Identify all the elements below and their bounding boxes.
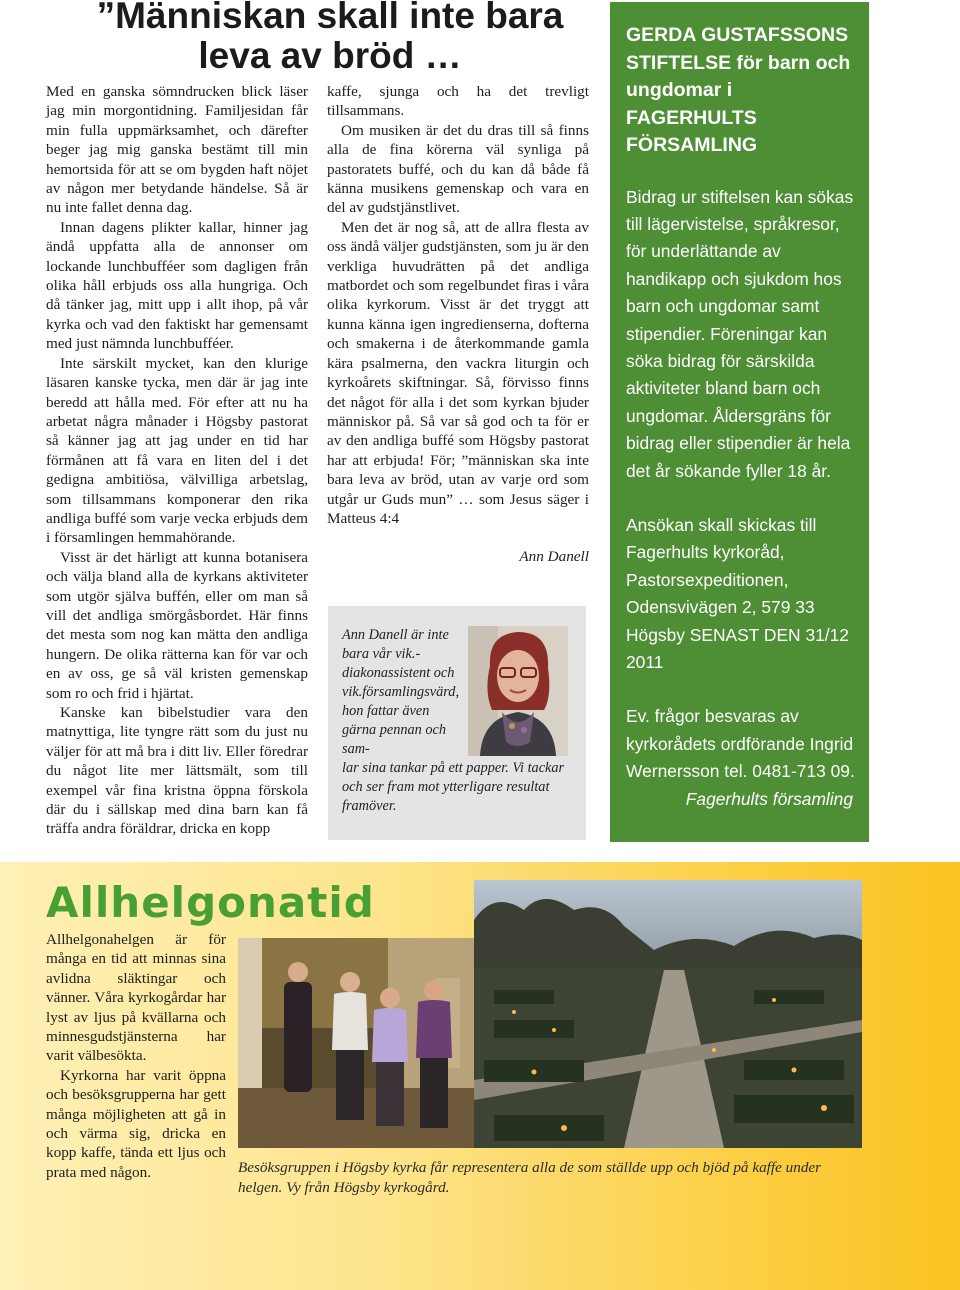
foundation-signature: Fagerhults församling <box>685 788 853 809</box>
article-paragraph: Kanske kan bibelstudier vara den matnyttiga, lite tyngre rätt som du just nu väljer för att må bra i ditt liv. Eller föredrar du något lite mer lättsmält, som till exempel vår fina kristna öppna förskola där du i sällskap med dina barn kan få träffa andra föräldrar, dricka en kopp <box>46 704 308 838</box>
caption-narrow-text: Ann Danell är inte bara vår vik.-diakonassistent och vik.församlingsvärd, hon fattar även gärna pennan och sam- <box>342 627 460 757</box>
article-signature: Ann Danell <box>519 548 589 566</box>
article-paragraph: Men det är nog så, att de allra flesta av oss ändå väljer gudstjänsten, som ju är den verkliga huvudrätten på det andliga matbordet och som regelbundet firas i våra olika kyrkorum. Visst är det tryggt att kunna känna igen ingredienserna, dofterna och smakerna i de återkommande gamla kära psalmerna, den vackra liturgin och kyrkoårets skiftningar. Så, förvisso finns det något för alla i det som kyrkan bjuder människor på. Så var så god och ta för er av den andliga buffé som Högsby pastorat har att erbjuda! För; ”människan ska inte bara leva av bröd, utan av varje ord som utgår ur Guds mun” … som Jesus säger i Matteus 4:4 <box>327 218 589 527</box>
allhelgona-paragraph: Kyrkorna har varit öppna och besöksgrupperna har gett många möjligheten att gå in och värma sig, dricka en kopp kaffe, tända ett ljus och prata med någon. <box>46 1066 226 1181</box>
foundation-paragraph: Ansökan skall skickas till Fagerhults kyrkoråd, Pastorsexpeditionen, Odensvivägen 2, 579 33 Högsby SENAST DEN 31/12 2011 <box>626 514 849 672</box>
foundation-paragraph: Bidrag ur stiftelsen kan sökas till lägervistelse, språkresor, för underlättande av handikapp och sjukdom hos barn och ungdomar samt stipendier. Föreningar kan söka bidrag för särskilda aktiviteter bland barn och ungdomar. Åldersgräns för bidrag eller stipendier är hela det år sökande fyller 18 år. <box>626 186 854 481</box>
foundation-info-box <box>610 2 869 842</box>
allhelgona-text <box>46 930 226 1182</box>
article-column-2 <box>327 82 589 567</box>
article-paragraph: Visst är det härligt att kunna botanisera och välja bland alla de kyrkans aktiviteter som utgör själva buffén, eller om man så vill det andliga smörgåsbordet. Här finns det mesta som nog kan mätta den andliga hungern. De olika rätterna kan för var och en av oss, ge så väl kristen gemenskap som ro och frid i hjärtat. <box>46 548 308 702</box>
article-title: ”Människan skall inte bara leva av bröd … <box>96 0 564 76</box>
author-photo-caption <box>342 626 574 816</box>
allhelgona-paragraph: Allhelgonahelgen är för många en tid att minnas sina avlidna släktingar och vänner. Våra kyrkogårdar har lyst av ljus på kvällarna och minnesgudstjänsterna har varit välbesökta. <box>46 931 226 1065</box>
allhelgona-photo-caption: Besöksgruppen i Högsby kyrka får representera alla de som ställde upp och bjöd på kaffe under helgen. Vy från Högsby kyrkogård. <box>238 1159 822 1196</box>
foundation-title: GERDA GUSTAFSSONS STIFTELSE för barn och ungdomar i FAGERHULTS FÖRSAMLING <box>626 24 851 156</box>
allhelgona-title: Allhelgonatid <box>46 878 375 927</box>
article-paragraph: Med en ganska sömndrucken blick läser jag min morgontidning. Familjesidan får min fulla uppmärksamhet, och därefter beger jag mig ganska bestämt till min hemortsida för att se om bygden haft nöjet av någon mer betydande händelse. Så är nu inte fallet denna dag. <box>46 83 308 217</box>
cemetery-photo <box>474 880 862 1148</box>
article-column-1 <box>46 82 308 839</box>
author-photo-box <box>328 606 586 840</box>
article-paragraph: Innan dagens plikter kallar, hinner jag ändå uppfatta alla de annonser om lockande lunchbufféer som dagligen från olika håll erbjuds oss alla hungriga. Och då tänker jag, mitt upp i allt ihop, på vår kyrka och vad den faktiskt har gemensamt med just nämnda lunchbufféer. <box>46 218 308 353</box>
visitor-group-photo <box>238 938 474 1148</box>
foundation-paragraph: Ev. frågor besvaras av kyrkorådets ordförande Ingrid Wernersson tel. 0481-713 09. <box>626 706 855 782</box>
article-paragraph: Inte särskilt mycket, kan den klurige läsaren kanske tycka, men där är jag inte beredd att hålla med. För efter att nu ha arbetat några månader i Högsby pastorat så känner jag att jag under en tid har förmånen att få vara en liten del i det gedigna ambitiösa, välvilliga arbetslag, som tillsammans komponerar den rika andliga buffé som varje vecka erbjuds dem i församlingen hemmahörande. <box>46 354 308 547</box>
article-paragraph: kaffe, sjunga och ha det trevligt tillsammans. <box>327 83 589 120</box>
caption-wide-text: lar sina tankar på ett papper. Vi tackar och ser fram mot ytterligare resultat framöver. <box>342 760 565 814</box>
article-paragraph: Om musiken är det du dras till så finns alla de fina körerna väl synliga på pastoratets buffé, och du kan då både få känna musikens gemenskap och vara en del av gudstjänstlivet. <box>327 121 589 217</box>
